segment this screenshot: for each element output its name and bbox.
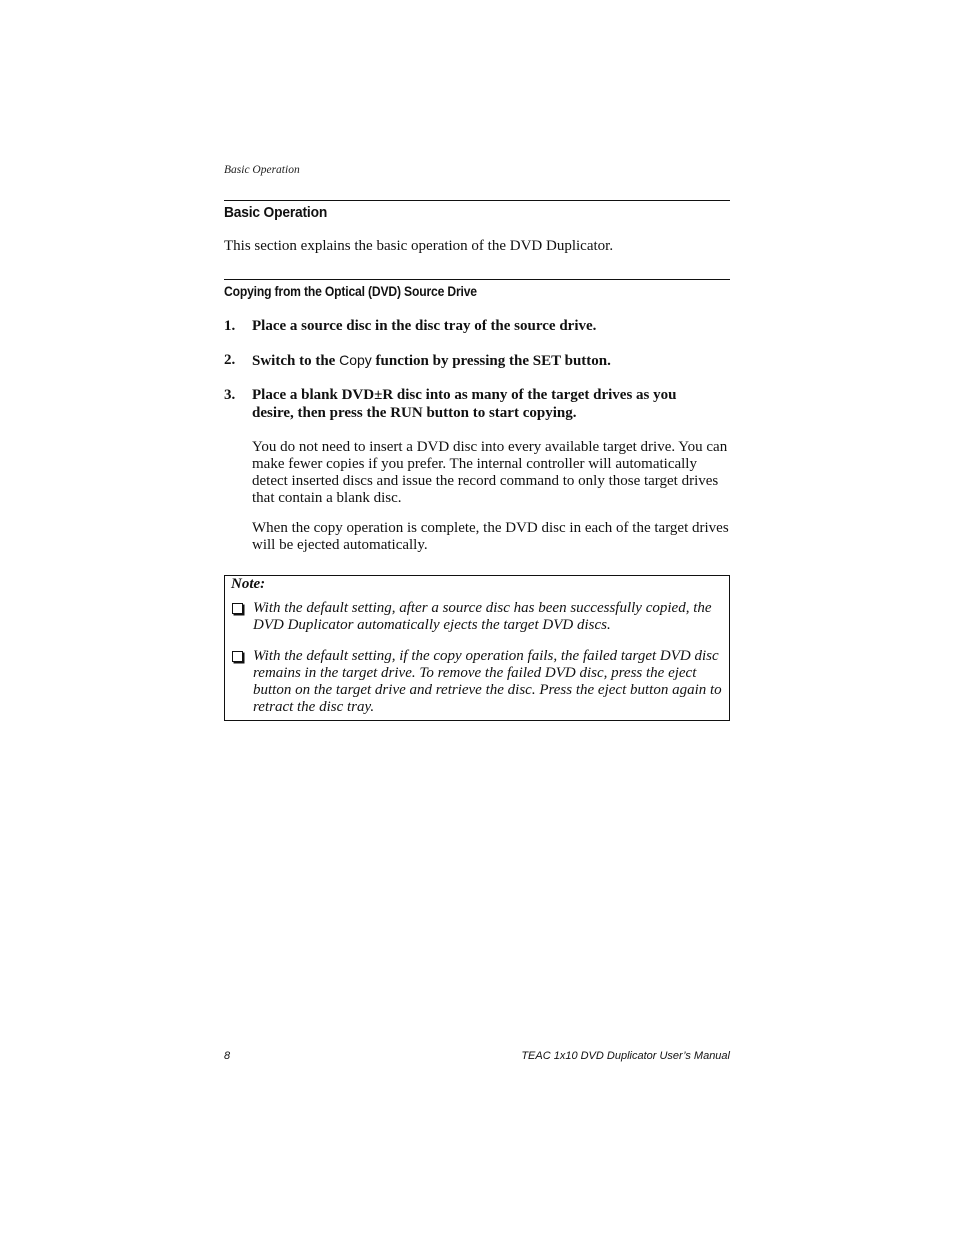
- step-text: Place a source disc in the disc tray of the source drive.: [252, 318, 597, 334]
- running-header: Basic Operation: [224, 164, 300, 176]
- step-number: 2.: [224, 352, 236, 368]
- note-item-text: With the default setting, after a source disc has been successfully copied, the DVD Duplicator automatically ejects the target DVD discs.: [253, 600, 712, 633]
- step-text: [252, 351, 722, 370]
- manual-page: [224, 0, 730, 1235]
- checkbox-bullet-icon: [232, 603, 243, 614]
- copy-function-name: Copy: [339, 352, 372, 368]
- note-box: [224, 575, 730, 721]
- subsection-title: Copying from the Optical (DVD) Source Drive: [224, 284, 477, 299]
- section-rule: [224, 200, 730, 201]
- step-text-before: Switch to the: [252, 353, 340, 369]
- step-text: Place a blank DVD±R disc into as many of the target drives as you desire, then press the RUN button to start copying.: [252, 387, 677, 421]
- step-text-after: function by pressing the SET button.: [371, 353, 611, 369]
- body-paragraph-2: When the copy operation is complete, the DVD disc in each of the target drives will be ejected automatically.: [252, 520, 729, 553]
- section-intro: This section explains the basic operation of the DVD Duplicator.: [224, 238, 614, 254]
- page-number: 8: [224, 1050, 231, 1062]
- manual-title: TEAC 1x10 DVD Duplicator User’s Manual: [521, 1050, 730, 1062]
- step-number: 1.: [224, 318, 236, 334]
- checkbox-bullet-icon: [232, 651, 243, 662]
- note-label: Note:: [231, 576, 266, 592]
- step-number: 3.: [224, 387, 236, 403]
- body-paragraph-1: You do not need to insert a DVD disc into every available target drive. You can make fewer copies if you prefer. The internal controller will automatically detect inserted discs and issue the record command to only those target drives that contain a blank disc.: [252, 439, 728, 506]
- note-item-text: With the default setting, if the copy operation fails, the failed target DVD disc remains in the target drive. To remove the failed DVD disc, press the eject button on the target drive and retrieve the disc. Press the eject button again to retract the disc tray.: [253, 648, 722, 715]
- subsection-rule: [224, 279, 730, 280]
- section-title: Basic Operation: [224, 204, 328, 221]
